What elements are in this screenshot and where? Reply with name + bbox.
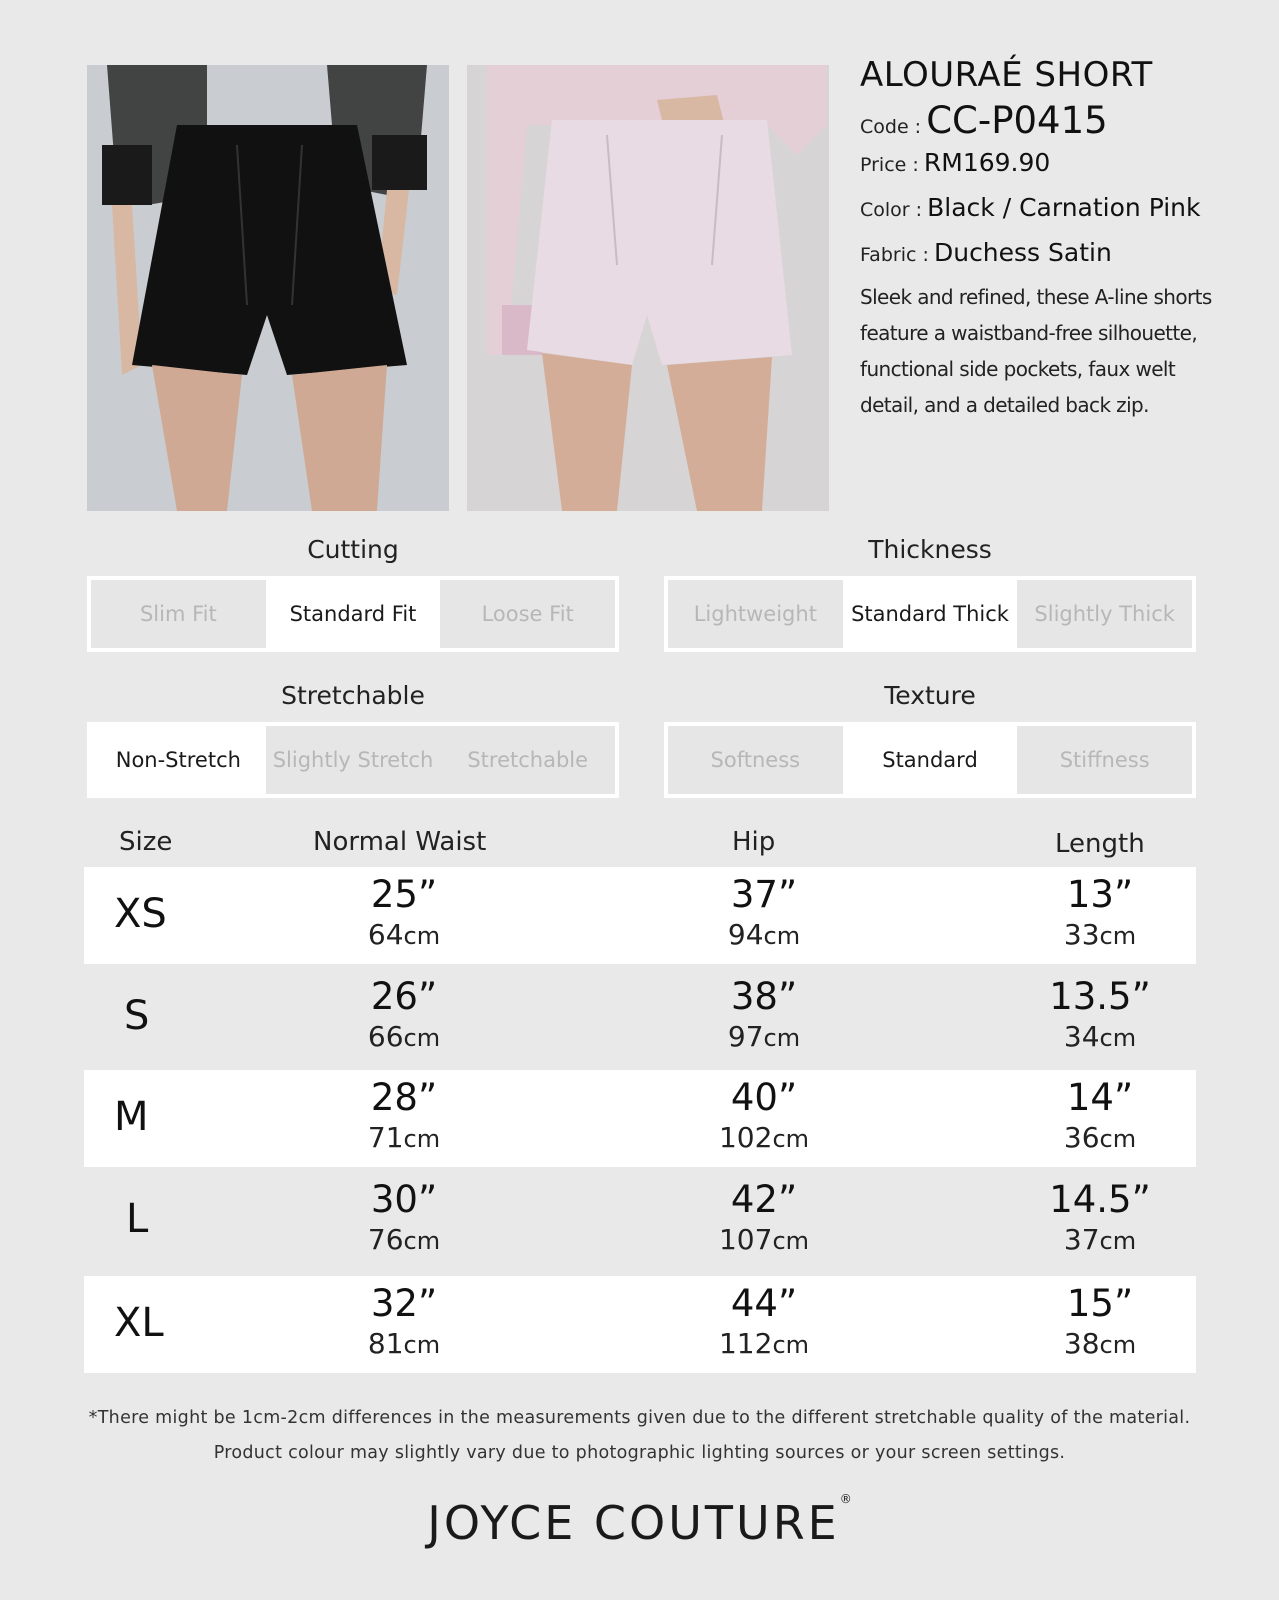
size-label: L [126, 1196, 149, 1242]
waist-cell [334, 1076, 474, 1157]
hip-cm: 102cm [718, 1121, 810, 1154]
length-cm: 37cm [1063, 1223, 1137, 1256]
cutting-selector [87, 576, 619, 652]
pink-shorts-photo [467, 65, 829, 511]
stretchable-option-non-stretch: Non-Stretch [91, 726, 266, 794]
length-cell [1030, 873, 1170, 954]
length-cm: 38cm [1063, 1327, 1137, 1360]
length-inches: 14” [1066, 1076, 1134, 1119]
header-length: Length [1055, 829, 1145, 859]
waist-cell [334, 873, 474, 954]
texture-selector [664, 722, 1196, 798]
length-cell [1030, 975, 1170, 1056]
fabric-label: Fabric : [860, 244, 929, 266]
stretchable-option-stretchable: Stretchable [440, 726, 615, 794]
colour-note: Product colour may slightly vary due to photographic lighting sources or your screen settings. [213, 1443, 1066, 1463]
waist-cm: 76cm [367, 1223, 441, 1256]
waist-inches: 32” [370, 1282, 438, 1325]
cutting-option-standard-fit: Standard Fit [266, 580, 441, 648]
hip-cell [694, 1076, 834, 1157]
fabric-row [860, 238, 1260, 267]
waist-cm: 66cm [367, 1020, 441, 1053]
waist-cm: 64cm [367, 918, 441, 951]
length-inches: 13.5” [1049, 975, 1151, 1018]
color-label: Color : [860, 199, 923, 221]
header-hip: Hip [732, 827, 776, 857]
hip-cell [694, 1282, 834, 1363]
hip-inches: 44” [730, 1282, 798, 1325]
hip-cm: 112cm [718, 1327, 810, 1360]
hip-cm: 97cm [727, 1020, 801, 1053]
length-cm: 34cm [1063, 1020, 1137, 1053]
code-label: Code : [860, 116, 922, 138]
registered-mark: ® [839, 1492, 852, 1506]
length-inches: 13” [1066, 873, 1134, 916]
waist-cell [334, 975, 474, 1056]
length-cell [1030, 1076, 1170, 1157]
waist-inches: 30” [370, 1178, 438, 1221]
product-fabric: Duchess Satin [933, 238, 1112, 267]
product-code: CC-P0415 [926, 99, 1108, 142]
texture-option-standard: Standard [843, 726, 1018, 794]
price-row [860, 148, 1260, 177]
cutting-title: Cutting [307, 535, 399, 564]
measurement-note: *There might be 1cm-2cm differences in the measurements given due to the different stretchable quality of the material. [88, 1408, 1191, 1428]
hip-cell [694, 873, 834, 954]
waist-cm: 71cm [367, 1121, 441, 1154]
product-description: Sleek and refined, these A-line shorts feature a waistband-free silhouette, functional side pockets, faux welt detail, and a detailed back zip. [860, 285, 1212, 417]
table-row [84, 867, 1196, 964]
product-name: ALOURAÉ SHORT [860, 55, 1153, 95]
waist-inches: 25” [370, 873, 438, 916]
table-row [84, 1172, 1196, 1269]
length-inches: 15” [1066, 1282, 1134, 1325]
waist-cell [334, 1282, 474, 1363]
thickness-option-lightweight: Lightweight [668, 580, 843, 648]
hip-inches: 38” [730, 975, 798, 1018]
hip-cm: 107cm [718, 1223, 810, 1256]
length-inches: 14.5” [1049, 1178, 1151, 1221]
length-cell [1030, 1282, 1170, 1363]
stretchable-selector [87, 722, 619, 798]
table-row [84, 1276, 1196, 1373]
brand-logo [0, 1492, 1279, 1550]
brand-name: JOYCE COUTURE [427, 1496, 840, 1550]
product-color: Black / Carnation Pink [927, 193, 1201, 222]
stretchable-title: Stretchable [281, 681, 425, 710]
waist-inches: 28” [370, 1076, 438, 1119]
table-row [84, 969, 1196, 1066]
size-label: M [114, 1094, 149, 1140]
thickness-title: Thickness [868, 535, 992, 564]
cutting-option-slim-fit: Slim Fit [91, 580, 266, 648]
cutting-option-loose-fit: Loose Fit [440, 580, 615, 648]
table-row [84, 1070, 1196, 1167]
size-label: XL [114, 1300, 164, 1346]
header-normal-waist: Normal Waist [313, 827, 487, 857]
hip-cell [694, 1178, 834, 1259]
length-cm: 33cm [1063, 918, 1137, 951]
color-row [860, 193, 1260, 222]
waist-inches: 26” [370, 975, 438, 1018]
texture-option-stiffness: Stiffness [1017, 726, 1192, 794]
code-row [860, 99, 1260, 142]
size-label: XS [114, 891, 167, 937]
product-info [860, 55, 1260, 423]
hip-inches: 40” [730, 1076, 798, 1119]
hip-inches: 37” [730, 873, 798, 916]
waist-cm: 81cm [367, 1327, 441, 1360]
price-label: Price : [860, 154, 919, 176]
black-shorts-photo [87, 65, 449, 511]
stretchable-option-slightly-stretch: Slightly Stretch [266, 726, 441, 794]
hip-cm: 94cm [727, 918, 801, 951]
hip-inches: 42” [730, 1178, 798, 1221]
thickness-option-standard-thick: Standard Thick [843, 580, 1018, 648]
thickness-option-slightly-thick: Slightly Thick [1017, 580, 1192, 648]
texture-option-softness: Softness [668, 726, 843, 794]
length-cell [1030, 1178, 1170, 1259]
waist-cell [334, 1178, 474, 1259]
header-size: Size [119, 827, 173, 857]
size-label: S [124, 993, 150, 1039]
thickness-selector [664, 576, 1196, 652]
texture-title: Texture [884, 681, 976, 710]
length-cm: 36cm [1063, 1121, 1137, 1154]
hip-cell [694, 975, 834, 1056]
product-price: RM169.90 [923, 148, 1051, 177]
